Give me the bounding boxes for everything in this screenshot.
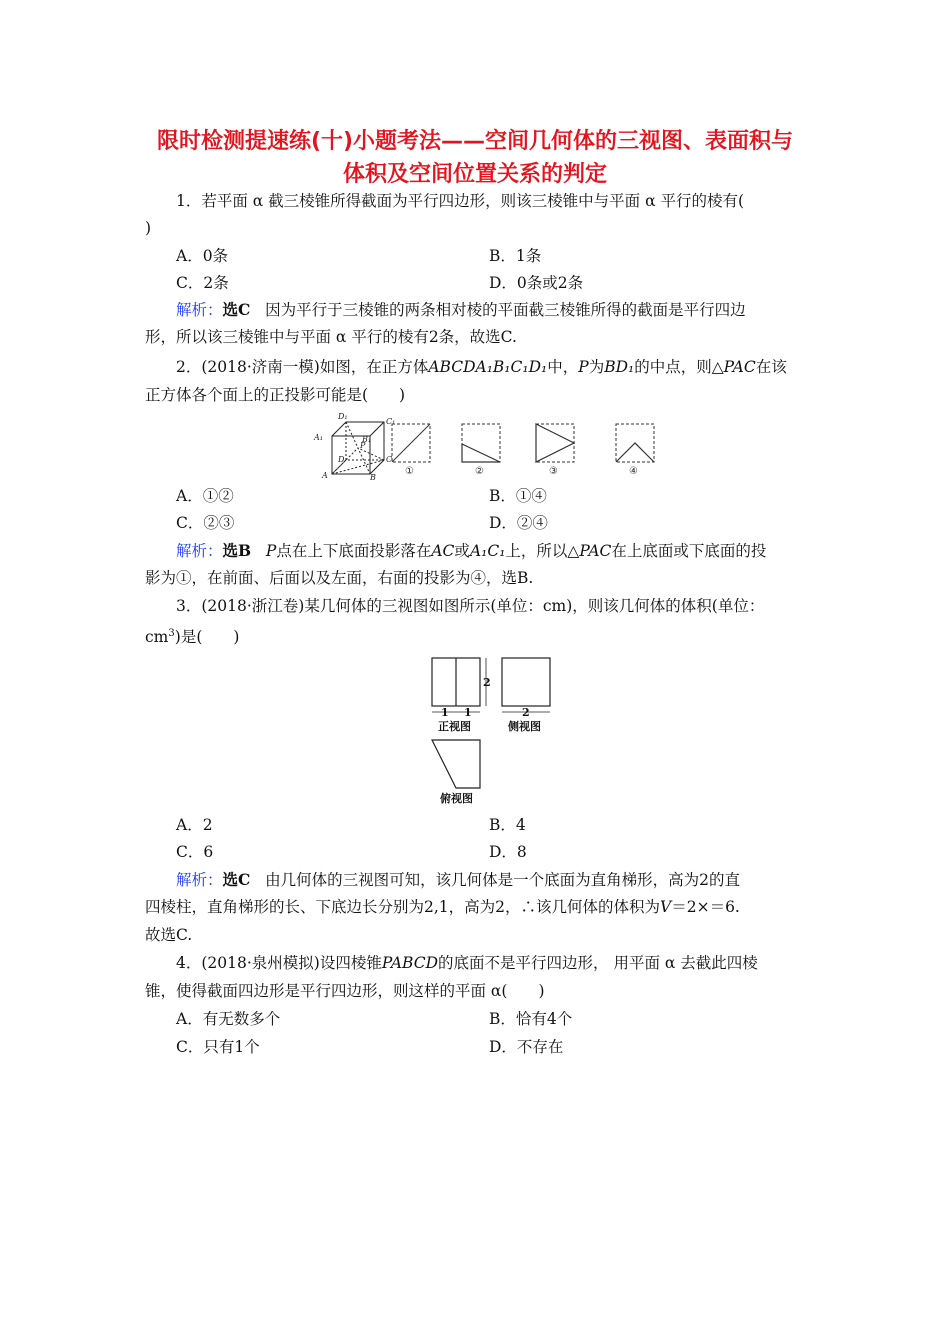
q4-option-a: A．有无数多个 — [176, 1010, 281, 1028]
q2-option-a: A．①② — [176, 487, 234, 505]
q4-option-b: B．恰有4个 — [489, 1010, 573, 1028]
q2-option-c: C．②③ — [176, 514, 235, 532]
dim-label-width: 2 — [522, 706, 530, 719]
q3-analysis-line2: 四棱柱，直角梯形的长、下底边长分别为2,1，高为2，∴该几何体的体积为V＝2×＝6. — [145, 898, 740, 916]
page-title-line2: 体积及空间位置关系的判定 — [342, 162, 607, 187]
label-a1: A₁ — [314, 433, 323, 442]
dim-label-height: 2 — [483, 676, 491, 689]
q3-analysis-line3: 故选C. — [145, 926, 193, 944]
label-d: D — [338, 455, 345, 464]
label-proj-3: ③ — [549, 466, 558, 477]
projection-3-frame — [536, 424, 574, 462]
q4-option-d: D．不存在 — [489, 1038, 564, 1056]
label-b1: B₁ — [362, 435, 372, 444]
q3-option-a: A．2 — [176, 816, 213, 834]
q3-option-b: B．4 — [489, 816, 526, 834]
label-top-view: 俯视图 — [440, 792, 473, 805]
q1-option-d: D．0条或2条 — [489, 274, 584, 292]
dim-label-1a: 1 — [441, 706, 449, 719]
label-c1: C₁ — [386, 417, 396, 426]
q2-stem-line1: 2．(2018·济南一模)如图，在正方体ABCDA₁B₁C₁D₁中，P为BD₁的中点，则△PAC在该 — [176, 358, 787, 376]
top-view — [432, 740, 480, 788]
analysis-text: 因为平行于三棱锥的两条相对棱的平面截三棱锥所得的截面是平行四边 — [265, 301, 746, 319]
q3-option-d: D．8 — [489, 843, 527, 861]
q1-stem-line2: ) — [145, 219, 152, 237]
label-a: A — [322, 471, 328, 480]
q2-stem-line2: 正方体各个面上的正投影可能是( ) — [145, 386, 406, 404]
analysis-pick: 选C — [222, 870, 251, 889]
label-proj-1: ① — [405, 466, 414, 477]
projection-3-triangle — [536, 424, 574, 462]
dim-label-1b: 1 — [464, 706, 472, 719]
q2-analysis-line2: 影为①，在前面、后面以及左面，右面的投影为④，选B. — [145, 569, 534, 587]
projection-1-line — [392, 424, 430, 462]
q3-analysis-line1: 解析：选C 由几何体的三视图可知，该几何体是一个底面为直角梯形，高为2的直 — [176, 870, 741, 889]
projection-2-triangle — [462, 444, 500, 462]
label-front-view: 正视图 — [438, 720, 471, 733]
page-title-line1: 限时检测提速练(十)小题考法——空间几何体的三视图、表面积与 — [156, 129, 794, 154]
analysis-pick: 选B — [222, 541, 252, 560]
q1-option-c: C．2条 — [176, 274, 229, 292]
label-c: C — [386, 455, 393, 464]
label-side-view: 侧视图 — [508, 720, 541, 733]
analysis-label: 解析： — [176, 542, 223, 560]
q1-analysis-line2: 形，所以该三棱锥中与平面 α 平行的棱有2条，故选C. — [145, 328, 517, 346]
label-proj-2: ② — [475, 466, 484, 477]
q3-three-view-figure — [424, 650, 564, 810]
analysis-label: 解析： — [176, 301, 223, 319]
q1-stem-line1: 1．若平面 α 截三棱锥所得截面为平行四边形，则该三棱锥中与平面 α 平行的棱有( — [176, 192, 745, 210]
q3-option-c: C．6 — [176, 843, 214, 861]
projection-2-frame — [462, 424, 500, 462]
label-b: B — [370, 473, 376, 480]
q2-option-d: D．②④ — [489, 514, 548, 532]
q3-stem-line2: $cm^3$)是( ) — [145, 628, 240, 647]
projection-4-triangle — [616, 443, 654, 462]
label-p: P — [360, 441, 366, 450]
side-view — [502, 658, 550, 706]
label-proj-4: ④ — [629, 466, 638, 477]
q4-stem-line1: 4．(2018·泉州模拟)设四棱锥PABCD的底面不是平行四边形， 用平面 α 去截此四棱 — [176, 954, 758, 972]
q4-stem-line2: 锥，使得截面四边形是平行四边形，则这样的平面 α( ) — [145, 982, 545, 1000]
q2-option-b: B．①④ — [489, 487, 547, 505]
analysis-pick: 选C — [222, 300, 251, 319]
analysis-label: 解析： — [176, 871, 223, 889]
cube-edge — [370, 422, 384, 436]
label-d1: D₁ — [338, 412, 348, 421]
q2-cube-figure — [312, 410, 662, 480]
q1-option-a: A．0条 — [176, 247, 229, 265]
q1-option-b: B．1条 — [489, 247, 542, 265]
q4-option-c: C．只有1个 — [176, 1038, 260, 1056]
q1-analysis-line1 — [176, 300, 746, 320]
q3-stem-line1: 3．(2018·浙江卷)某几何体的三视图如图所示(单位：cm)，则该几何体的体积(单位： — [176, 597, 765, 615]
q2-analysis-line1: 解析：选B P点在上下底面投影落在AC或A₁C₁上，所以△PAC在上底面或下底面的投 — [176, 541, 767, 560]
